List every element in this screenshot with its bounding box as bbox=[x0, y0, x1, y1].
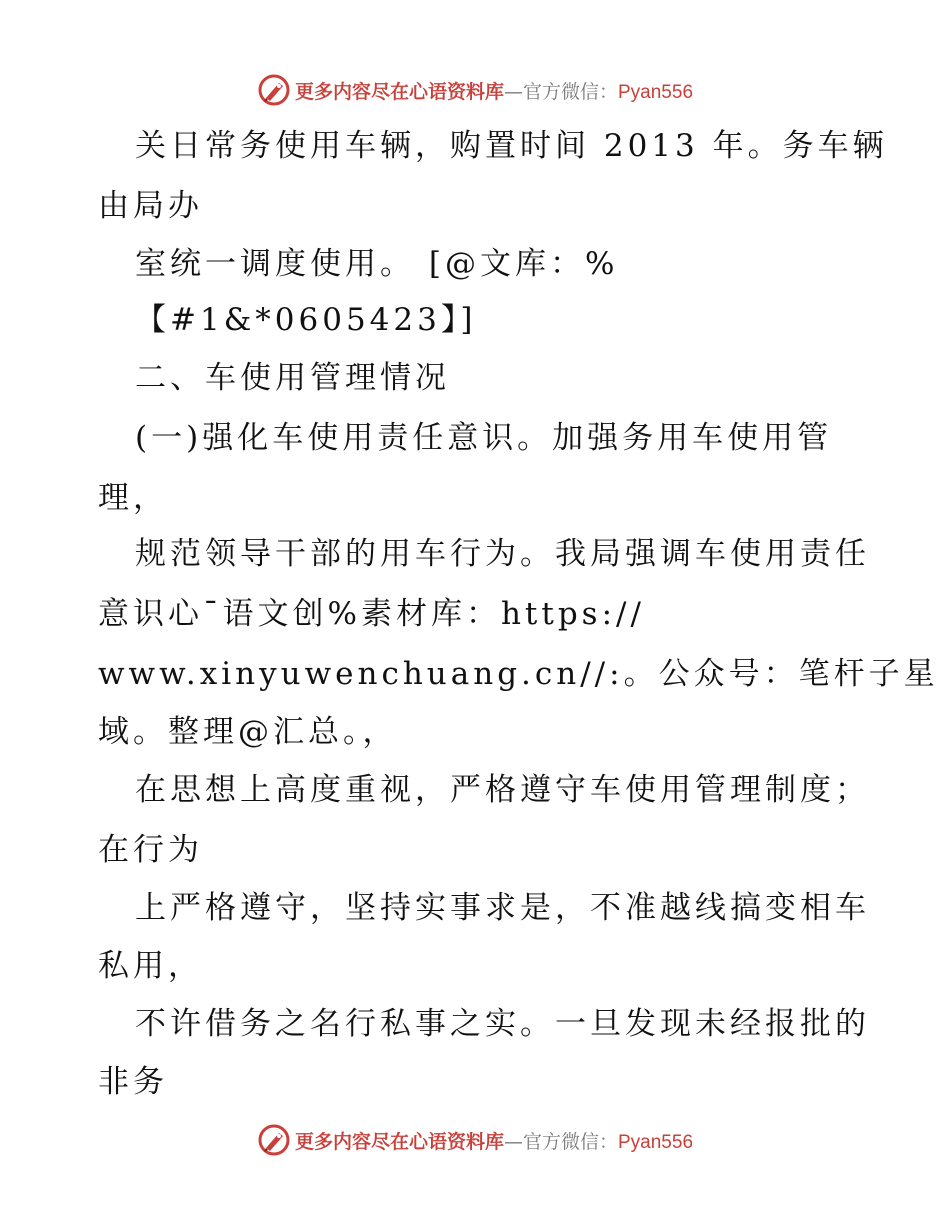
footer-wechat-id: Pyan556 bbox=[618, 1131, 694, 1153]
text-line: 【#1&*0605423】] bbox=[135, 302, 477, 338]
pen-logo-icon bbox=[257, 1123, 291, 1157]
text-line: 规范领导干部的用车行为。我局强调车使用责任 bbox=[135, 536, 870, 572]
text-line: (一)强化车使用责任意识。加强务用车使用管 bbox=[135, 420, 833, 456]
text-line: 关日常务使用车辆，购置时间 2013 年。务车辆 bbox=[135, 128, 888, 164]
text-line: 非务 bbox=[98, 1064, 168, 1100]
footer-title: 更多内容尽在心语资料库 bbox=[294, 1130, 504, 1153]
text-line: 意识心¯语文创%素材库：https:// bbox=[98, 596, 645, 632]
text-line: 二、车使用管理情况 bbox=[135, 360, 450, 396]
header-wechat-id: Pyan556 bbox=[618, 81, 694, 103]
text-line: 私用， bbox=[98, 948, 203, 984]
text-line: www.xinyuwenchuang.cn//:。公众号：笔杆子星 bbox=[98, 656, 939, 692]
text-line: 理， bbox=[98, 480, 168, 516]
text-line: 由局办 bbox=[98, 188, 203, 224]
text-line: 上严格遵守，坚持实事求是，不准越线搞变相车 bbox=[135, 890, 870, 926]
header-title: 更多内容尽在心语资料库 bbox=[294, 80, 504, 103]
header-wechat-label: —官方微信： bbox=[503, 80, 618, 103]
text-line: 室统一调度使用。 [@文库：% bbox=[135, 246, 619, 282]
text-line: 不许借务之名行私事之实。一旦发现未经报批的 bbox=[135, 1006, 870, 1042]
footer-wechat-label: —官方微信： bbox=[503, 1130, 618, 1153]
text-line: 在行为 bbox=[98, 832, 203, 868]
text-line: 域。整理@汇总。， bbox=[98, 714, 398, 750]
text-line: 在思想上高度重视，严格遵守车使用管理制度； bbox=[135, 772, 870, 808]
footer-watermark bbox=[0, 1120, 950, 1160]
